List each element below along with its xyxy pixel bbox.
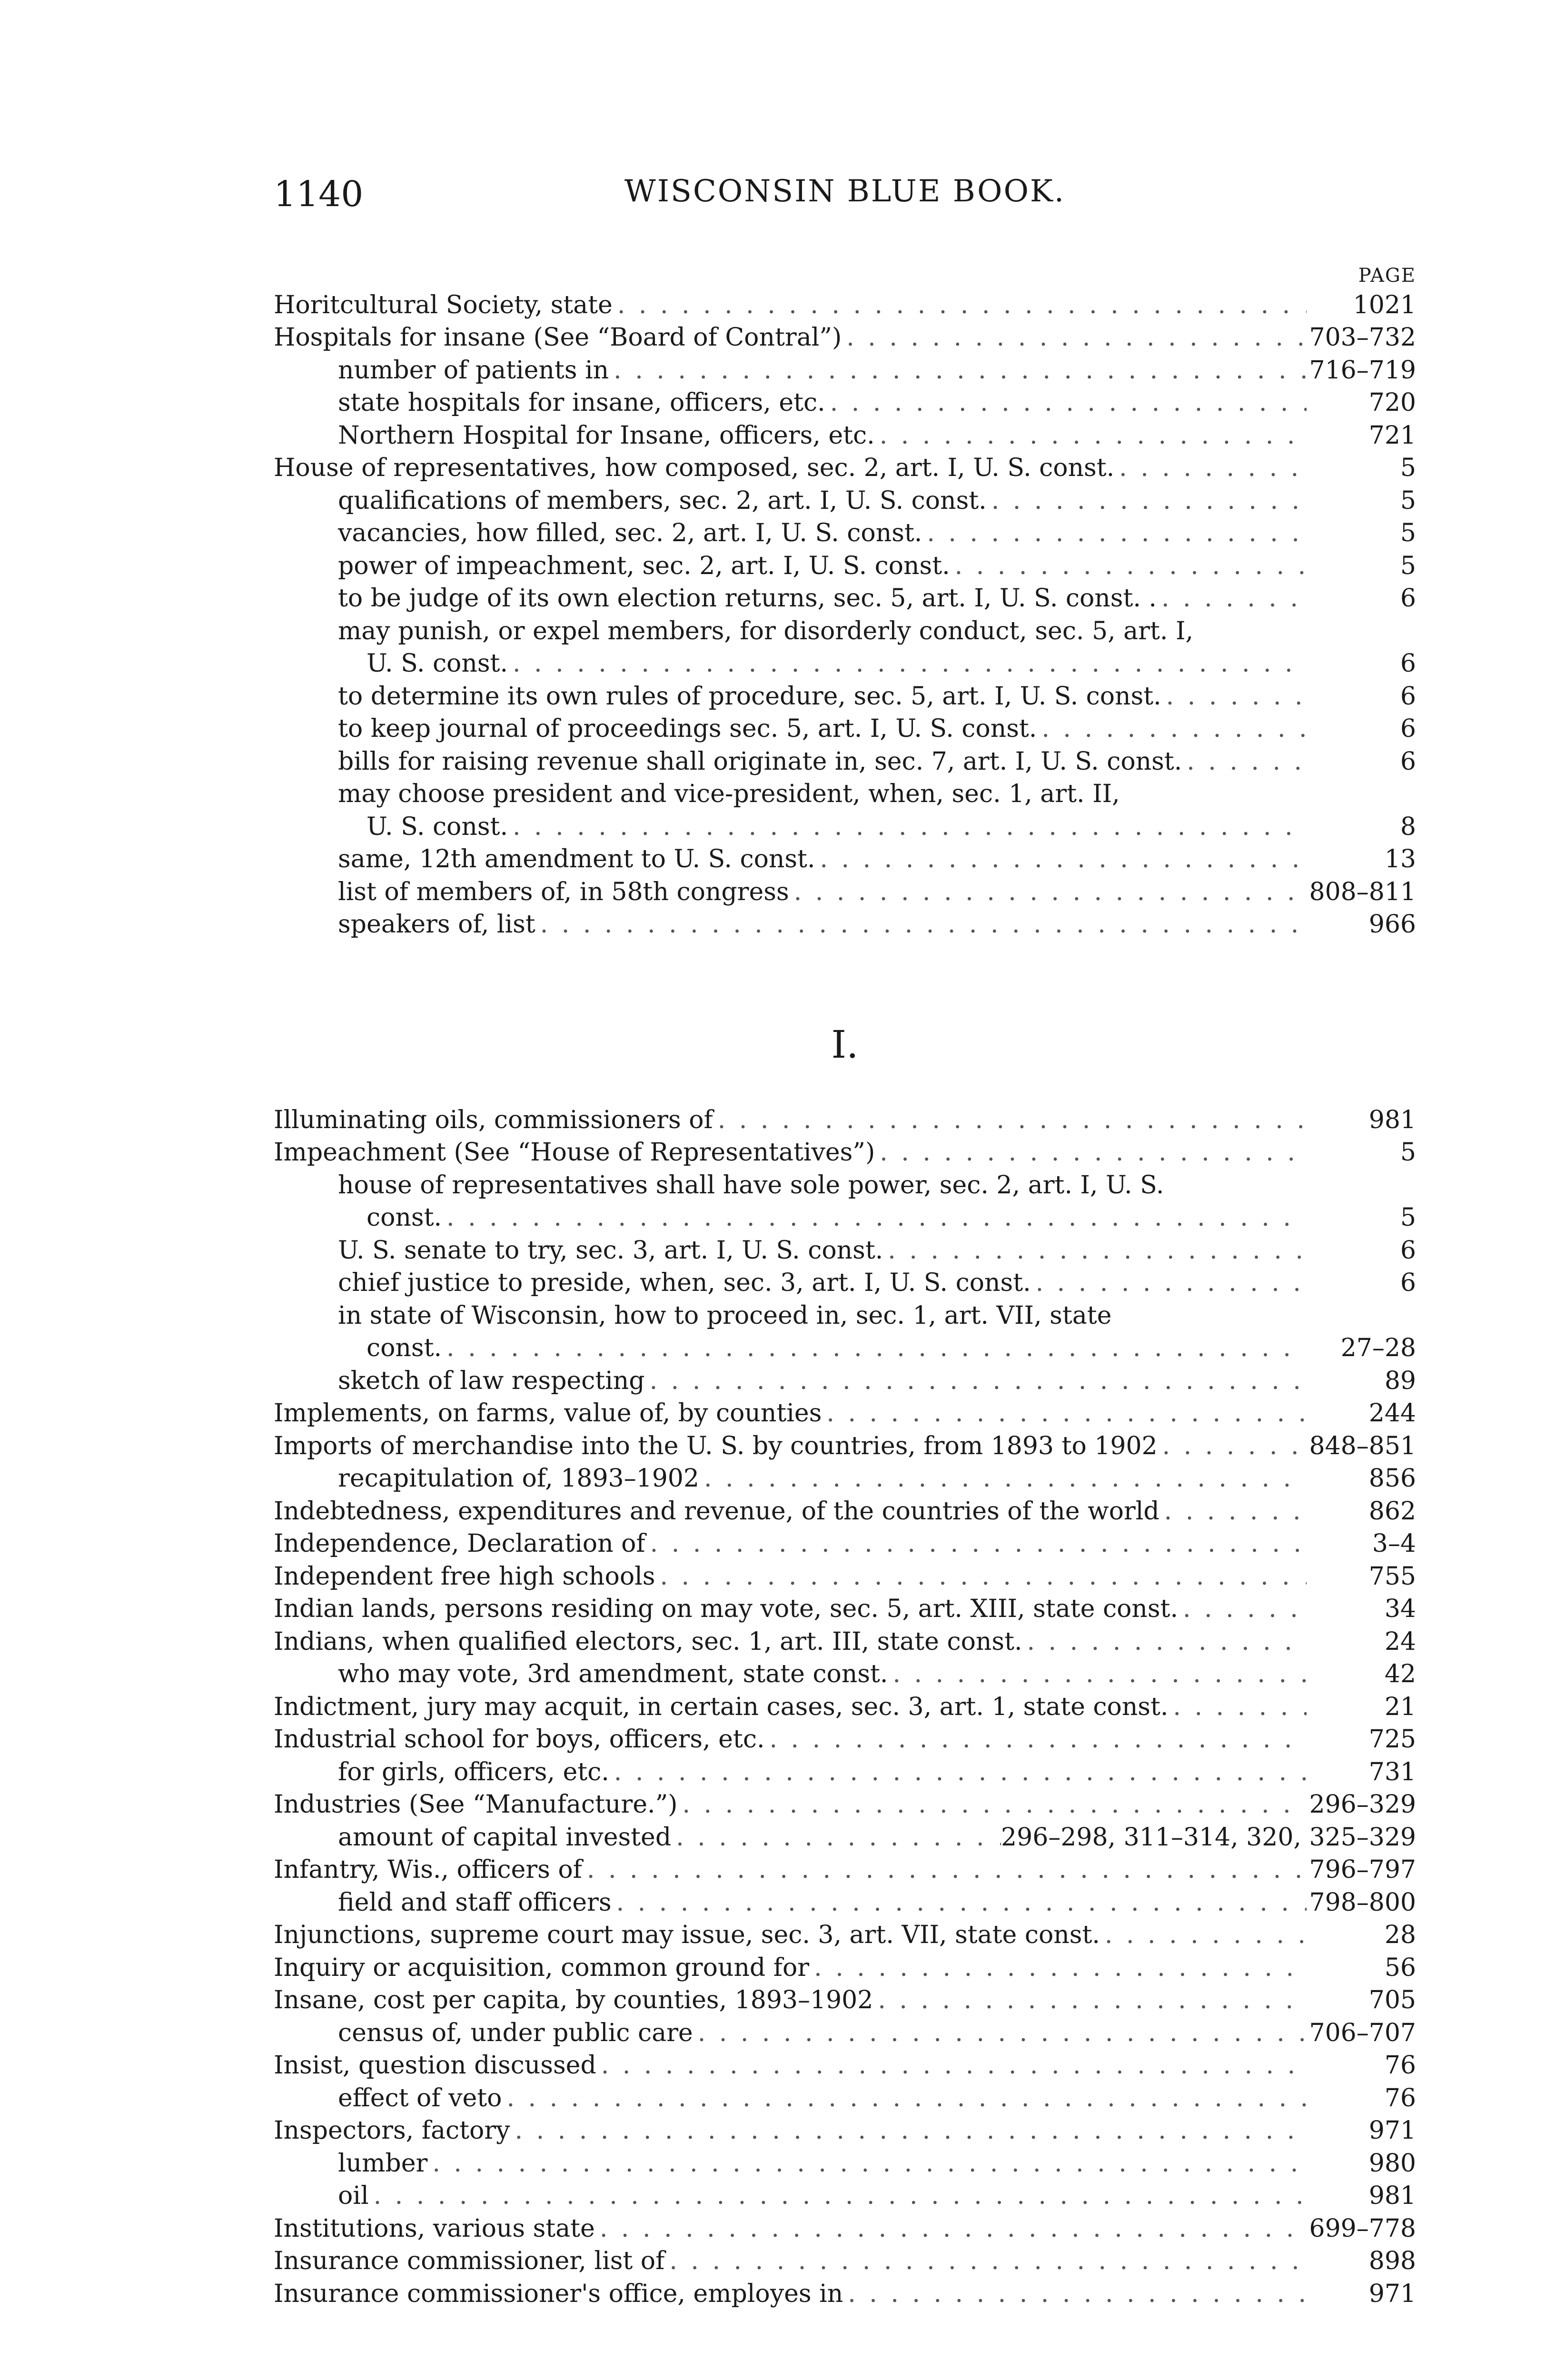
entry-text: House of representatives, how composed, sec. 2, art. I, U. S. const. — [274, 454, 1115, 482]
entry-page-ref: 6 — [1400, 747, 1416, 776]
entry-page-ref: 34 — [1384, 1595, 1416, 1623]
entry-text: speakers of, list — [338, 910, 535, 939]
dot-leader — [1160, 1495, 1307, 1527]
entry-page-ref: 808–811 — [1309, 877, 1416, 906]
dot-leader — [535, 908, 1307, 941]
index-entry — [274, 1364, 1416, 1397]
section-i-entries — [274, 1103, 1416, 2310]
index-entry — [274, 288, 1416, 321]
entry-text: Northern Hospital for Insane, officers, etc. — [338, 421, 875, 450]
entry-text: recapitulation of, 1893–1902 — [338, 1464, 699, 1493]
index-entry — [274, 582, 1416, 615]
entry-text: qualifications of members, sec. 2, art. I, U. S. const. — [338, 486, 987, 515]
entry-text: U. S. const. — [367, 649, 508, 678]
entry-text: census of, under public care — [338, 2018, 693, 2047]
index-entry — [274, 1429, 1416, 1462]
entry-text: U. S. const. — [367, 812, 508, 841]
index-entry — [274, 680, 1416, 713]
dot-leader — [609, 1756, 1307, 1788]
entry-text: who may vote, 3rd amendment, state const. — [338, 1660, 888, 1688]
dot-leader — [888, 1658, 1307, 1690]
index-entry — [274, 875, 1416, 908]
entry-page-ref: 5 — [1400, 454, 1416, 482]
book-title: WISCONSIN BLUE BOOK. — [624, 174, 1066, 209]
dot-leader — [442, 1201, 1307, 1234]
entry-text: U. S. senate to try, sec. 3, art. I, U. S. const. — [338, 1236, 883, 1265]
index-entry — [274, 484, 1416, 517]
entry-page-ref: 706–707 — [1309, 2018, 1416, 2047]
entry-text: Indebtedness, expenditures and revenue, of the countries of the world — [274, 1497, 1160, 1526]
index-entry — [274, 321, 1416, 354]
section-letter-heading: I. — [831, 1022, 859, 1067]
index-entry — [274, 2114, 1416, 2147]
index-entry — [274, 2049, 1416, 2082]
entry-page-ref: 56 — [1384, 1953, 1416, 1982]
entry-text: same, 12th amendment to U. S. const. — [338, 845, 815, 873]
entry-text: amount of capital invested — [338, 1823, 672, 1852]
dot-leader — [582, 1854, 1307, 1886]
entry-text: Injunctions, supreme court may issue, sec. 3, art. VII, state const. — [274, 1921, 1100, 1949]
dot-leader — [873, 1984, 1307, 2016]
dot-leader — [655, 1560, 1307, 1593]
entry-page-ref: 5 — [1400, 551, 1416, 580]
entry-text: for girls, officers, etc. — [338, 1757, 609, 1786]
entry-page-ref: 89 — [1384, 1366, 1416, 1395]
entry-page-ref: 13 — [1384, 845, 1416, 873]
entry-page-ref: 971 — [1368, 2279, 1416, 2308]
entry-text: field and staff officers — [338, 1888, 612, 1917]
index-entry — [274, 1854, 1416, 1886]
page-column-label: PAGE — [1358, 265, 1416, 287]
entry-page-ref: 6 — [1400, 584, 1416, 613]
dot-leader — [1100, 1919, 1307, 1951]
index-entry — [274, 2082, 1416, 2114]
entry-page-ref: 24 — [1384, 1627, 1416, 1656]
dot-leader — [609, 354, 1307, 387]
dot-leader — [789, 876, 1307, 908]
index-entry — [274, 745, 1416, 778]
entry-page-ref: 798–800 — [1309, 1888, 1416, 1917]
entry-page-ref: 755 — [1368, 1562, 1416, 1591]
entry-text: Industrial school for boys, officers, etc. — [274, 1725, 765, 1754]
entry-page-ref: 3–4 — [1372, 1529, 1416, 1558]
index-entry — [274, 908, 1416, 941]
entry-page-ref: 796–797 — [1309, 1855, 1416, 1884]
dot-leader — [1168, 1691, 1307, 1723]
dot-leader — [1182, 745, 1307, 778]
index-entry — [274, 1462, 1416, 1495]
dot-leader — [427, 2147, 1307, 2180]
dot-leader — [612, 1886, 1307, 1919]
dot-leader — [1022, 1626, 1307, 1658]
index-entry — [274, 419, 1416, 452]
dot-leader — [510, 2114, 1307, 2147]
entry-text: may choose president and vice-president, when, sec. 1, art. II, — [338, 780, 1120, 808]
dot-leader — [1037, 713, 1307, 745]
dot-leader — [825, 387, 1307, 419]
entry-page-ref: 980 — [1368, 2149, 1416, 2178]
entry-page-ref: 76 — [1384, 2051, 1416, 2080]
entry-text: Indian lands, persons residing on may vote, sec. 5, art. XIII, state const. — [274, 1595, 1178, 1623]
entry-text: Hospitals for insane (See “Board of Contral”) — [274, 323, 842, 352]
entry-text: Independent free high schools — [274, 1562, 655, 1591]
entry-page-ref: 705 — [1368, 1986, 1416, 2014]
index-entry — [274, 1169, 1416, 1201]
entry-text: list of members of, in 58th congress — [338, 877, 789, 906]
dot-leader — [764, 1723, 1307, 1755]
index-entry — [274, 2147, 1416, 2180]
entry-page-ref: 296–329 — [1309, 1790, 1416, 1819]
entry-page-ref: 699–778 — [1309, 2214, 1416, 2243]
entry-text: Horitcultural Society, state — [274, 290, 613, 319]
dot-leader — [809, 1952, 1307, 1984]
index-entry — [274, 1495, 1416, 1527]
index-entry — [274, 1267, 1416, 1299]
entry-page-ref: 6 — [1400, 714, 1416, 743]
index-entry — [274, 1690, 1416, 1723]
entry-text: Insurance commissioner's office, employes in — [274, 2279, 843, 2308]
entry-page-ref: 5 — [1400, 486, 1416, 515]
index-entry — [274, 517, 1416, 550]
entry-text: to determine its own rules of procedure, sec. 5, art. I, U. S. const. — [338, 682, 1161, 711]
dot-leader — [596, 2049, 1307, 2082]
entry-page-ref: 720 — [1368, 388, 1416, 417]
entry-text: bills for raising revenue shall originate in, sec. 7, art. I, U. S. const. — [338, 747, 1182, 776]
dot-leader — [693, 2017, 1307, 2049]
index-entry — [274, 1788, 1416, 1821]
index-entry — [274, 2277, 1416, 2310]
dot-leader — [664, 2245, 1307, 2277]
entry-page-ref: 966 — [1368, 910, 1416, 939]
entry-text: chief justice to preside, when, sec. 3, art. I, U. S. const. — [338, 1269, 1031, 1297]
dot-leader — [613, 289, 1307, 321]
entry-text: const. — [367, 1203, 442, 1232]
entry-page-ref: 21 — [1384, 1692, 1416, 1721]
entry-page-ref: 721 — [1368, 421, 1416, 450]
dot-leader — [987, 485, 1307, 517]
entry-text: Imports of merchandise into the U. S. by countries, from 1893 to 1902 — [274, 1431, 1158, 1460]
entry-page-ref: 8 — [1400, 812, 1416, 841]
entry-page-ref: 244 — [1368, 1399, 1416, 1428]
entry-text: number of patients in — [338, 356, 609, 385]
index-entry — [274, 1625, 1416, 1658]
entry-text: to keep journal of proceedings sec. 5, art. I, U. S. const. — [338, 714, 1037, 743]
index-entry — [274, 452, 1416, 485]
index-entry — [274, 1397, 1416, 1430]
dot-leader — [842, 321, 1307, 354]
entry-text: may punish, or expel members, for disorderly conduct, sec. 5, art. I, — [338, 616, 1194, 645]
dot-leader — [508, 811, 1307, 843]
entry-text: Illuminating oils, commissioners of — [274, 1105, 713, 1134]
entry-page-ref: 76 — [1384, 2083, 1416, 2112]
dot-leader — [508, 647, 1307, 680]
dot-leader — [713, 1104, 1307, 1136]
index-entry — [274, 713, 1416, 745]
index-entry — [274, 387, 1416, 419]
dot-leader — [699, 1462, 1307, 1495]
entry-page-ref: 6 — [1400, 1269, 1416, 1297]
entry-page-ref: 6 — [1400, 682, 1416, 711]
entry-text: vacancies, how filled, sec. 2, art. I, U. S. const. — [338, 519, 922, 547]
entry-page-ref: 856 — [1368, 1464, 1416, 1493]
dot-leader — [1178, 1593, 1307, 1625]
index-entry — [274, 843, 1416, 876]
index-entry — [274, 1658, 1416, 1691]
dot-leader — [843, 2278, 1307, 2310]
index-entry — [274, 810, 1416, 843]
entry-text: Insist, question discussed — [274, 2051, 596, 2080]
entry-text: Insane, cost per capita, by counties, 1893–1902 — [274, 1986, 873, 2014]
entry-text: effect of veto — [338, 2083, 502, 2112]
dot-leader — [883, 1234, 1307, 1267]
entry-text: oil — [338, 2182, 369, 2210]
entry-text: Impeachment (See “House of Representatives”) — [274, 1138, 875, 1167]
index-entry — [274, 1332, 1416, 1365]
entry-text: Inquiry or acquisition, common ground for — [274, 1953, 810, 1982]
section-h-entries — [274, 288, 1416, 941]
index-entry — [274, 2245, 1416, 2278]
entry-text: Indians, when qualified electors, sec. 1, art. III, state const. — [274, 1627, 1022, 1656]
entry-text: to be judge of its own election returns, sec. 5, art. I, U. S. const. . — [338, 584, 1157, 613]
entry-text: Independence, Declaration of — [274, 1529, 645, 1558]
entry-page-ref: 981 — [1368, 2182, 1416, 2210]
dot-leader — [950, 550, 1307, 582]
index-entry — [274, 1560, 1416, 1593]
index-entry — [274, 1201, 1416, 1234]
index-entry — [274, 615, 1416, 647]
index-entry — [274, 1723, 1416, 1756]
dot-leader — [645, 1527, 1307, 1560]
dot-leader — [875, 419, 1307, 452]
entry-text: Insurance commissioner, list of — [274, 2247, 665, 2275]
dot-leader — [442, 1332, 1307, 1364]
dot-leader — [671, 1821, 1001, 1854]
dot-leader — [922, 517, 1307, 549]
index-entry — [274, 1886, 1416, 1919]
dot-leader — [369, 2180, 1307, 2212]
entry-page-ref: 42 — [1384, 1660, 1416, 1688]
entry-text: house of representatives shall have sole power, sec. 2, art. I, U. S. — [338, 1170, 1164, 1200]
running-head — [274, 174, 1416, 217]
index-entry — [274, 778, 1416, 811]
entry-text: Infantry, Wis., officers of — [274, 1855, 582, 1884]
index-entry — [274, 1234, 1416, 1267]
index-entry — [274, 1299, 1416, 1332]
index-entry — [274, 1919, 1416, 1952]
entry-page-ref: 5 — [1400, 1203, 1416, 1232]
index-entry — [274, 1103, 1416, 1136]
index-entry — [274, 2016, 1416, 2049]
entry-page-ref: 716–719 — [1309, 356, 1416, 385]
entry-page-ref: 1021 — [1353, 290, 1416, 319]
entry-text: lumber — [338, 2149, 428, 2178]
entry-page-ref: 703–732 — [1309, 323, 1416, 352]
entry-page-ref: 27–28 — [1340, 1334, 1416, 1362]
entry-page-ref: 296–298, 311–314, 320, 325–329 — [1001, 1823, 1416, 1852]
entry-page-ref: 5 — [1400, 519, 1416, 547]
index-entry — [274, 647, 1416, 680]
index-entry — [274, 1984, 1416, 2017]
entry-text: state hospitals for insane, officers, etc. — [338, 388, 825, 417]
entry-page-ref: 6 — [1400, 649, 1416, 678]
index-entry — [274, 1951, 1416, 1984]
entry-text: Inspectors, factory — [274, 2116, 510, 2145]
dot-leader — [815, 843, 1307, 875]
dot-leader — [822, 1397, 1307, 1429]
index-entry — [274, 549, 1416, 582]
entry-page-ref: 731 — [1368, 1757, 1416, 1786]
entry-text: in state of Wisconsin, how to proceed in, sec. 1, art. VII, state — [338, 1301, 1112, 1330]
dot-leader — [1031, 1267, 1307, 1299]
dot-leader — [502, 2082, 1307, 2114]
entry-page-ref: 862 — [1368, 1497, 1416, 1526]
entry-text: Institutions, various state — [274, 2214, 595, 2243]
dot-leader — [1161, 680, 1307, 713]
dot-leader — [595, 2212, 1307, 2245]
entry-page-ref: 898 — [1368, 2247, 1416, 2275]
index-entry — [274, 2180, 1416, 2212]
entry-page-ref: 971 — [1368, 2116, 1416, 2145]
entry-text: power of impeachment, sec. 2, art. I, U. S. const. — [338, 551, 950, 580]
entry-text: const. — [367, 1334, 442, 1362]
entry-page-ref: 725 — [1368, 1725, 1416, 1754]
entry-page-ref: 981 — [1368, 1105, 1416, 1134]
entry-page-ref: 6 — [1400, 1236, 1416, 1265]
dot-leader — [1157, 582, 1307, 615]
page-number: 1140 — [274, 174, 364, 215]
index-entry — [274, 1527, 1416, 1560]
dot-leader — [645, 1365, 1307, 1397]
dot-leader — [1158, 1430, 1307, 1462]
entry-page-ref: 28 — [1384, 1921, 1416, 1949]
entry-text: sketch of law respecting — [338, 1366, 645, 1395]
index-entry — [274, 1136, 1416, 1169]
dot-leader — [677, 1788, 1307, 1821]
entry-text: Implements, on farms, value of, by counties — [274, 1399, 822, 1428]
entry-page-ref: 5 — [1400, 1138, 1416, 1167]
entry-page-ref: 848–851 — [1309, 1431, 1416, 1460]
dot-leader — [1114, 452, 1307, 484]
index-entry — [274, 2212, 1416, 2245]
entry-text: Indictment, jury may acquit, in certain cases, sec. 3, art. 1, state const. — [274, 1692, 1169, 1721]
index-entry — [274, 1821, 1416, 1854]
index-entry — [274, 1593, 1416, 1626]
entry-text: Industries (See “Manufacture.”) — [274, 1790, 678, 1819]
dot-leader — [875, 1136, 1307, 1169]
index-entry — [274, 1755, 1416, 1788]
index-entry — [274, 354, 1416, 387]
